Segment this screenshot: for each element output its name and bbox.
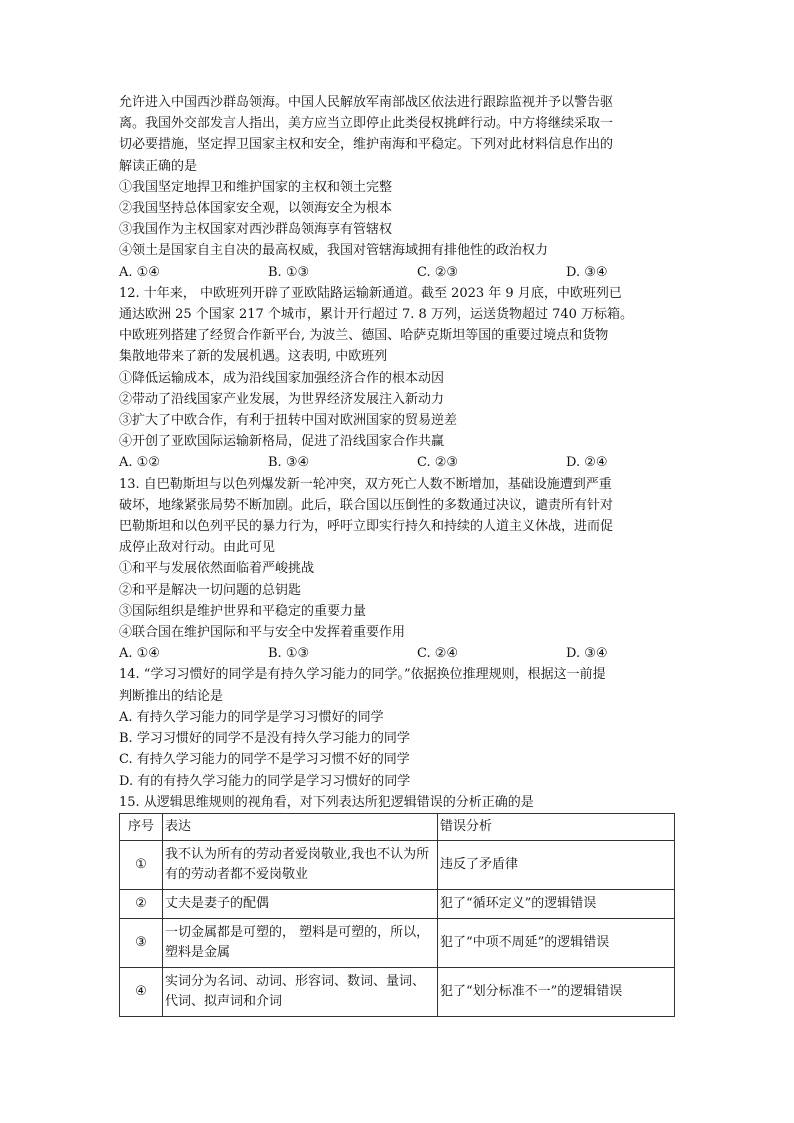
q14-option-a: A. 有持久学习能力的同学是学习习惯好的同学: [119, 709, 384, 725]
q14-option-c: C. 有持久学习能力的同学不是学习习惯不好的同学: [119, 752, 410, 768]
q14-option-d: D. 有的有持久学习能力的同学是学习习惯好的同学: [119, 773, 411, 789]
q12-stem-line: 中欧班列搭建了经贸合作新平台, 为波兰、德国、哈萨克斯坦等国的重要过境点和货物: [119, 328, 609, 344]
row-number: ④: [120, 967, 163, 1016]
question-15: [119, 792, 679, 1017]
q13-options: [119, 643, 679, 664]
q14-stem-line: 14. “学习习惯好的同学是有持久学习能力的同学。”依据换位推理规则，根据这一前提: [119, 667, 606, 683]
row-number: ②: [120, 889, 163, 918]
table-row: [120, 889, 675, 918]
q11-option-b: B. ①③: [268, 264, 310, 280]
q12-stem-line: 12. 十年来， 中欧班列开辟了亚欧陆路运输新通道。截至 2023 年 9 月底，中欧班列已: [119, 285, 622, 301]
q12-stem-line: 集散地带来了新的发展机遇。这表明, 中欧班列: [119, 349, 388, 365]
q13-option-a: A. ①④: [119, 646, 160, 662]
q12-option-c: C. ②③: [417, 455, 459, 471]
q12-item: ①降低运输成本，成为沿线国家加强经济合作的根本动因: [119, 370, 445, 386]
q11-options: [119, 262, 679, 283]
q12-item: ④开创了亚欧国际运输新格局，促进了沿线国家合作共赢: [119, 434, 445, 450]
row-analysis: 犯了“中项不周延”的逻辑错误: [438, 918, 675, 967]
q11-item: ①我国坚定地捍卫和维护国家的主权和领土完整: [119, 179, 393, 195]
q11-stem-line: 离。我国外交部发言人指出，美方应当立即停止此类侵权挑衅行动。中方将继续采取一: [119, 116, 614, 132]
row-expression: 我不认为所有的劳动者爱岗敬业,我也不认为所有的劳动者都不爱岗敬业: [163, 840, 438, 889]
q13-stem-line: 破坏，地缘紧张局势不断加剧。此后，联合国以压倒性的多数通过决议，谴责所有针对: [119, 497, 614, 513]
q11-option-d: D. ③④: [566, 264, 608, 280]
q14-option-b: B. 学习习惯好的同学不是没有持久学习能力的同学: [119, 731, 410, 747]
row-number: ①: [120, 840, 163, 889]
header-analysis: 错误分析: [438, 813, 675, 840]
q11-option-c: C. ②③: [417, 264, 459, 280]
question-13: [119, 474, 679, 665]
logic-error-table: [119, 813, 675, 1017]
table-header-row: [120, 813, 675, 840]
q12-options: [119, 452, 679, 473]
header-number: 序号: [120, 813, 163, 840]
q12-stem-line: 通达欧洲 25 个国家 217 个城市，累计开行超过 7. 8 万列，运送货物超过 740 万标箱。: [119, 307, 634, 323]
q13-item: ③国际组织是维护世界和平稳定的重要力量: [119, 603, 367, 619]
q11-stem-line: 解读正确的是: [119, 158, 198, 174]
q12-option-b: B. ③④: [268, 455, 310, 471]
header-expression: 表达: [163, 813, 438, 840]
q11-option-a: A. ①④: [119, 264, 160, 280]
row-analysis: 犯了“循环定义”的逻辑错误: [438, 889, 675, 918]
q12-option-a: A. ①②: [119, 455, 160, 471]
row-expression: 实词分为名词、动词、形容词、数词、量词、代词、拟声词和介词: [163, 967, 438, 1016]
q12-item: ③扩大了中欧合作，有利于扭转中国对欧洲国家的贸易逆差: [119, 413, 458, 429]
q11-item: ④领土是国家自主自决的最高权威，我国对管辖海域拥有排他性的政治权力: [119, 243, 549, 259]
q11-stem-line: 允许进入中国西沙群岛领海。中国人民解放军南部战区依法进行跟踪监视并予以警告驱: [119, 95, 614, 110]
q13-option-b: B. ①③: [268, 646, 310, 662]
q13-option-c: C. ②④: [417, 646, 459, 662]
row-expression: 一切金属都是可塑的， 塑料是可塑的，所以， 塑料是金属: [163, 918, 438, 967]
q13-option-d: D. ③④: [566, 646, 608, 662]
q15-stem: 15. 从逻辑思维规则的视角看，对下列表达所犯逻辑错误的分析正确的是: [119, 794, 534, 810]
exam-page: [119, 92, 679, 1017]
q13-stem-line: 13. 自巴勒斯坦与以色列爆发新一轮冲突，双方死亡人数不断增加，基础设施遭到严重: [119, 476, 612, 492]
row-expression: 丈夫是妻子的配偶: [163, 889, 438, 918]
q11-item: ③我国作为主权国家对西沙群岛领海享有管辖权: [119, 222, 393, 238]
table-row: [120, 918, 675, 967]
q13-stem-line: 巴勒斯坦和以色列平民的暴力行为，呼吁立即实行持久和持续的人道主义休战，进而促: [119, 519, 614, 535]
q12-item: ②带动了沿线国家产业发展，为世界经济发展注入新动力: [119, 391, 445, 407]
row-analysis: 违反了矛盾律: [438, 840, 675, 889]
q14-stem-line: 判断推出的结论是: [119, 688, 224, 704]
question-12: [119, 283, 679, 474]
q13-item: ④联合国在维护国际和平与安全中发挥着重要作用: [119, 625, 406, 641]
q11-item: ②我国坚持总体国家安全观，以领海安全为根本: [119, 201, 393, 217]
q13-item: ②和平是解决一切问题的总钥匙: [119, 582, 302, 598]
q11-stem-line: 切必要措施，坚定捍卫国家主权和安全，维护南海和平稳定。下列对此材料信息作出的: [119, 137, 614, 153]
question-14: [119, 664, 679, 791]
row-number: ③: [120, 918, 163, 967]
table-row: [120, 967, 675, 1016]
q13-stem-line: 成停止敌对行动。由此可见: [119, 540, 276, 556]
table-row: [120, 840, 675, 889]
question-11-continued: [119, 92, 679, 283]
q12-option-d: D. ②④: [566, 455, 608, 471]
q13-item: ①和平与发展依然面临着严峻挑战: [119, 561, 315, 577]
row-analysis: 犯了“划分标准不一”的逻辑错误: [438, 967, 675, 1016]
